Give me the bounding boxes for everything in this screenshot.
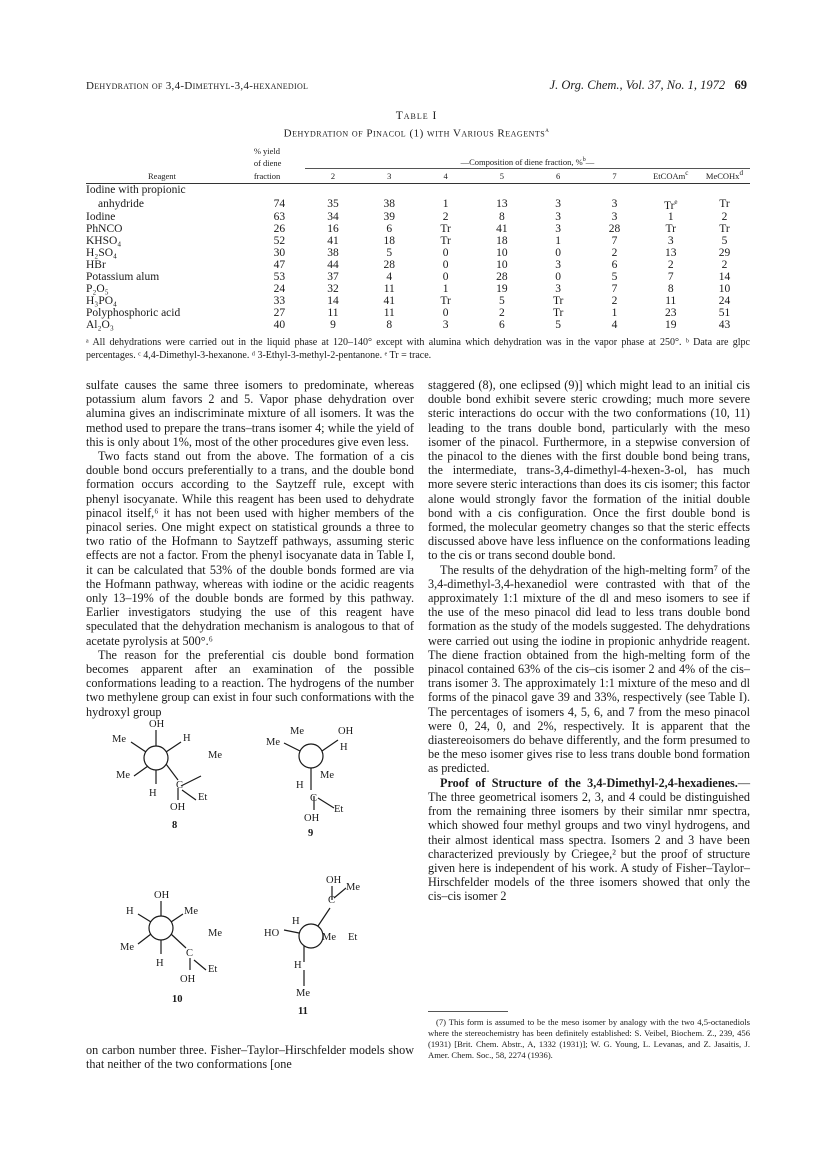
value-cell: 47 [273, 259, 286, 272]
value-cell: 16 [327, 223, 339, 236]
value-cell: 2 [442, 211, 449, 224]
value-cell: 24 [273, 283, 286, 296]
svg-text:Et: Et [334, 804, 344, 815]
svg-text:Me: Me [120, 942, 134, 953]
svg-text:Me: Me [296, 988, 310, 999]
reagent-cell: Iodine with propionic [86, 183, 186, 196]
table-row [86, 196, 750, 212]
reagent-cell: Potassium alum [86, 271, 160, 284]
value-cell: 10 [718, 283, 731, 296]
svg-text:OH: OH [304, 813, 320, 824]
table-row [86, 247, 750, 259]
col-header: EtCOAm$^c$ [653, 168, 689, 181]
paragraph: staggered (8), one eclipsed (9)] which might lead to an initial cis double bond exhibit severe steric crowding; much more severe steric interactions do occur with the two conformations (10, 11) leading to the trans double bond, particularly with the meso isomer of the pinacol. Furthermore, in a stepwise conversion of the pinacol to the dienes with the first double bond being trans, the intermediate, trans-3,4-dimethyl-4-hexen-3-ol, has much more severe steric interactions than does its cis isomer; this factor alone would strongly favor the formation of the initial double bond with a cis configuration. Once the first double bond is formed, the molecular geometry changes so that the steric effects discussed above have less influence on the conformations leading to the cis or trans second double bond. [428, 378, 750, 563]
svg-text:Me: Me [208, 750, 222, 761]
col-header: 7 [612, 170, 617, 181]
value-cell: 18 [496, 235, 508, 248]
value-cell: 0 [442, 259, 449, 272]
value-cell: 63 [273, 211, 286, 224]
svg-text:Me: Me [290, 726, 304, 737]
svg-text:Et: Et [348, 932, 358, 943]
value-cell: 51 [718, 307, 731, 320]
value-cell: 43 [718, 319, 731, 332]
value-cell: Tr [719, 197, 730, 210]
value-cell: 7 [611, 235, 618, 248]
svg-text:OH: OH [338, 726, 354, 737]
right-column-text [428, 378, 750, 904]
value-cell: 1 [442, 197, 449, 210]
reagent-cell: HBr [86, 259, 106, 272]
reagent-cell: KHSO₄ [86, 235, 122, 248]
value-cell: 38 [327, 247, 339, 260]
value-cell: 13 [665, 247, 677, 260]
svg-text:Me: Me [116, 770, 130, 781]
svg-text:Me: Me [322, 932, 336, 943]
paragraph: sulfate causes the same three isomers to predominate, whereas potassium alum favors 2 and 5. Vapor phase dehydration over alumina gives an indiscriminate mixture of all isomers. It was the method used to prepare the trans–trans isomer 4; while the yield of this is only about 1%, most of the other procedures give even less. [86, 378, 414, 449]
value-cell: 5 [611, 271, 618, 284]
value-cell: 35 [327, 197, 339, 210]
value-cell: 53 [273, 271, 286, 284]
value-cell: 3 [555, 211, 562, 224]
table-row [86, 259, 750, 271]
svg-text:Me: Me [320, 770, 334, 781]
yield-header-line2: of diene [253, 158, 282, 169]
value-cell: 2 [667, 259, 674, 272]
col-header: 3 [387, 170, 392, 181]
table-row [86, 235, 750, 247]
value-cell: Tr [665, 223, 676, 236]
data-table [86, 147, 750, 331]
value-cell: 2 [721, 259, 728, 272]
svg-text:H: H [340, 742, 348, 753]
value-cell: 3 [555, 259, 562, 272]
value-cell: 5 [498, 295, 505, 308]
paragraph: The results of the dehydration of the high-melting form⁷ of the 3,4-dimethyl-3,4-hexanediol were contrasted with that of the approximately 1:1 mixture of the dl and meso isomers to see if the use of the meso pinacol did lead to less trans double bond formation as the study of the models suggested. The dehydrations were carried out using the iodine in propionic anhydride reagent. The diene fraction obtained from the high-melting form of the pinacol contained 63% of the cis–cis isomer 2 and 4% of the cis–trans isomer 3. The approximately 1:1 mixture of the meso and dl forms of the pinacol gave 39 and 33%, respectively (see Table I). The percentages of isomers 4, 5, 6, and 7 from the meso pinacol were 0, 24, 0, and 2%, respectively. It is apparent that the diastereoisomers do behave differently, and the form presumed to be the meso isomer gives rise to less trans double bond formation as predicted. [428, 562, 750, 776]
value-cell: 41 [496, 223, 508, 236]
value-cell: 3 [667, 235, 674, 248]
svg-text:H: H [183, 733, 191, 744]
value-cell: 6 [498, 319, 505, 332]
svg-text:H: H [149, 788, 157, 799]
value-cell: 23 [665, 307, 677, 320]
yield-header-line1: % yield [253, 146, 281, 156]
value-cell: 5 [386, 247, 393, 260]
svg-text:Me: Me [266, 737, 280, 748]
value-cell: 37 [327, 271, 339, 284]
journal-citation: J. Org. Chem., Vol. 37, No. 1, 1972 69 [549, 78, 747, 92]
value-cell: 8 [498, 211, 505, 224]
value-cell: 0 [442, 247, 449, 260]
value-cell: 7 [667, 271, 674, 284]
svg-text:H: H [156, 958, 164, 969]
value-cell: 3 [555, 197, 562, 210]
value-cell: 41 [383, 295, 396, 308]
conformation-structures [86, 718, 414, 1038]
value-cell: 2 [498, 307, 505, 320]
value-cell: 11 [327, 307, 339, 320]
value-cell: 10 [496, 259, 508, 272]
value-cell: Tr [719, 223, 730, 236]
reagent-header: Reagent [148, 170, 176, 181]
value-cell: 33 [273, 295, 286, 308]
value-cell: Tr [440, 223, 451, 236]
value-cell: 0 [442, 307, 449, 320]
value-cell: 19 [496, 283, 508, 296]
svg-text:Me: Me [346, 882, 360, 893]
svg-text:Me: Me [208, 928, 222, 939]
value-cell: 18 [383, 235, 396, 248]
svg-text:10: 10 [172, 994, 183, 1005]
svg-text:OH: OH [149, 719, 165, 730]
reagent-cell: H₃PO₄ [86, 295, 118, 308]
value-cell: 0 [555, 271, 562, 284]
left-column-text [86, 378, 414, 719]
paragraph: The reason for the preferential cis double bond formation becomes apparent after an examination of the possible conformations leading to a reaction. The hydrogens of the number two methylene group can exist in four such conformations with the hydroxyl group [86, 647, 414, 719]
table-title: Dehydration of Pinacol (1) with Various Reagents$^a$ [283, 126, 550, 140]
table-row [86, 183, 750, 196]
value-cell: 34 [327, 211, 339, 224]
svg-text:OH: OH [180, 974, 196, 985]
table-row [86, 223, 750, 235]
col-header: 4 [443, 170, 448, 181]
value-cell: 2 [721, 211, 728, 224]
value-cell: 28 [608, 223, 621, 236]
reagent-cell: PhNCO [86, 223, 123, 236]
value-cell: 0 [555, 247, 562, 260]
bottom-left-text: on carbon number three. Fisher–Taylor–Hirschfelder models show that neither of the two conformations [one [86, 1043, 414, 1072]
table-row [86, 307, 750, 319]
value-cell: 44 [327, 259, 339, 272]
value-cell: 9 [330, 319, 336, 332]
value-cell: 40 [273, 319, 286, 332]
table-row [86, 319, 750, 331]
svg-text:OH: OH [170, 802, 186, 813]
value-cell: 1 [442, 283, 449, 296]
value-cell: 11 [383, 283, 395, 296]
value-cell: 52 [273, 235, 286, 248]
value-cell: 3 [555, 283, 562, 296]
svg-text:C: C [328, 895, 336, 906]
value-cell: 29 [718, 247, 731, 260]
value-cell: 3 [611, 197, 618, 210]
value-cell: 14 [718, 271, 731, 284]
svg-text:9: 9 [308, 828, 314, 839]
section-heading: Proof of Structure of the 3,4-Dimethyl-2,4-hexadienes. [440, 775, 738, 790]
paragraph: Proof of Structure of the 3,4-Dimethyl-2,4-hexadienes.—The three geometrical isomers 2, 3, and 4 could be distinguished from the remaining three isomers by their similar nmr spectra, which showed four methyl groups and two vinyl hydrogens, and their almost identical mass spectra. Isomers 2 and 3 have been characterized previously by Criegee,² but the proof of structure given here is independent of his work. A study of Fisher–Taylor–Hirschfelder models of the three isomers showed that only the cis–cis isomer 2 [428, 775, 750, 904]
svg-text:H: H [126, 906, 134, 917]
value-cell: 4 [386, 271, 393, 284]
value-cell: Tr [440, 235, 451, 248]
value-cell: 1 [667, 211, 674, 224]
value-cell: 0 [442, 271, 449, 284]
col-header: 5 [499, 170, 504, 181]
reference-7: (7) This form is assumed to be the meso isomer by analogy with the two 4,5-octanediols where the stereochemistry has been definitely established: S. Veibel, Biochem. Z., 239, 456 (1931) [Brit. Chem. Abstr., A, 1332 (1931)]; W. G. Young, L. Levanas, and Z. Jasaitis, J. Amer. Chem. Soc., 58, 2274 (1936). [428, 1017, 750, 1060]
value-cell: Tr [440, 295, 451, 308]
svg-text:8: 8 [172, 820, 178, 831]
reagent-cell: P₂O₅ [86, 283, 109, 296]
value-cell: 3 [555, 223, 562, 236]
value-cell: 8 [667, 283, 674, 296]
value-cell: Tr$^e$ [663, 197, 678, 212]
value-cell: 74 [273, 197, 286, 210]
yield-header-line3: fraction [253, 170, 281, 181]
svg-text:Me: Me [184, 906, 198, 917]
value-cell: 7 [611, 283, 618, 296]
svg-text:H: H [292, 916, 300, 927]
value-cell: 32 [327, 283, 339, 296]
value-cell: 10 [496, 247, 508, 260]
value-cell: 2 [611, 247, 618, 260]
running-title: Dehydration of 3,4-Dimethyl-3,4-hexanediol [86, 80, 309, 92]
svg-text:Me: Me [112, 734, 126, 745]
value-cell: 39 [383, 211, 396, 224]
value-cell: 30 [273, 247, 286, 260]
svg-text:OH: OH [154, 890, 170, 901]
value-cell: 11 [665, 295, 677, 308]
page-number: 69 [734, 78, 747, 92]
value-cell: 41 [327, 235, 339, 248]
value-cell: 11 [383, 307, 395, 320]
value-cell: 5 [555, 319, 562, 332]
reference-divider [428, 1011, 508, 1012]
reagent-cell: Iodine [86, 211, 116, 224]
value-cell: 13 [496, 197, 508, 210]
svg-text:C: C [310, 793, 318, 804]
table-number: Table I [395, 110, 438, 122]
svg-text:OH: OH [326, 875, 342, 886]
value-cell: 27 [273, 307, 286, 320]
svg-text:H: H [294, 960, 302, 971]
value-cell: 38 [383, 197, 396, 210]
table-row [86, 295, 750, 307]
value-cell: 4 [611, 319, 618, 332]
value-cell: Tr [552, 295, 564, 308]
svg-text:H: H [296, 780, 304, 791]
value-cell: 28 [383, 259, 396, 272]
value-cell: 6 [386, 223, 393, 236]
svg-text:Et: Et [198, 792, 208, 803]
reagent-cell: H₂SO₄ [86, 247, 118, 260]
paragraph: Two facts stand out from the above. The formation of a cis double bond occurs preferentially to a trans, and the double bond formation occurs according to the Saytzeff rule, except with phenyl isocyanate. While this reagent has been used to dehydrate pinacol itself,⁶ it has not been used with higher members of the pinacol series. One might expect on statistical grounds a three to two ratio of the Hofmann to Saytzeff pathways, assuming steric effects are not a factor. From the phenyl isocyanate data in Table I, it can be calculated that 53% of the double bonds formed are via the Hofmann pathway, whereas with iodine or the acidic reagents only 13–19% of the double bonds are formed by this pathway. Earlier investigators studying the use of this reagent have speculated that the dehydration mechanism is analogous to that of acetate pyrolysis at 500°.⁶ [86, 449, 414, 648]
value-cell: 26 [273, 223, 286, 236]
value-cell: 1 [555, 235, 562, 248]
value-cell: 24 [718, 295, 731, 308]
value-cell: 2 [611, 295, 618, 308]
value-cell: 5 [721, 235, 728, 248]
svg-text:C: C [186, 948, 194, 959]
svg-text:11: 11 [298, 1006, 308, 1017]
value-cell: 8 [386, 319, 393, 332]
reagent-cell: Al₂O₃ [86, 319, 114, 332]
reagent-cell: anhydride [98, 197, 144, 210]
references [428, 1017, 750, 1061]
col-header: 2 [330, 170, 336, 181]
table-row [86, 211, 750, 223]
col-header: MeCOHx$^d$ [705, 168, 743, 181]
svg-text:Et: Et [208, 964, 218, 975]
table-row [86, 283, 750, 295]
value-cell: 19 [665, 319, 677, 332]
value-cell: 6 [611, 259, 618, 272]
value-cell: 28 [496, 271, 508, 284]
value-cell: 14 [327, 295, 339, 308]
value-cell: 3 [611, 211, 618, 224]
value-cell: 1 [611, 307, 618, 320]
svg-text:C: C [176, 780, 184, 791]
reagent-cell: Polyphosphoric acid [86, 307, 181, 320]
composition-header: —Composition of diene fraction, %$^b$— [305, 156, 750, 168]
table-row [86, 271, 750, 283]
value-cell: Tr [552, 307, 564, 320]
table-body [86, 183, 750, 331]
value-cell: 3 [442, 319, 449, 332]
col-header: 6 [556, 170, 561, 181]
svg-text:HO: HO [264, 928, 280, 939]
table-footnotes: ᵃ All dehydrations were carried out in the liquid phase at 120–140° except with alumina which dehydration was in the vapor phase at 250°. ᵇ Data are glpc percentages. ᶜ 4,4-Dimethyl-3-hexanone. ᵈ 3-Ethyl-3-methyl-2-pentanone. ᵉ Tr = trace. [86, 337, 750, 361]
